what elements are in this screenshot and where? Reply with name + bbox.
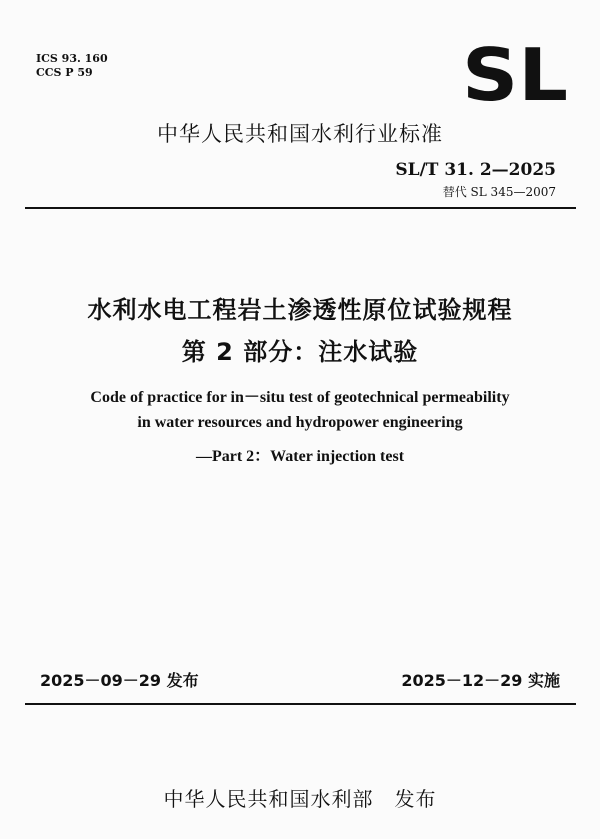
issue-date: 2025－09－29 发布	[40, 671, 199, 690]
sl-logo	[460, 42, 570, 110]
english-title-line-3: —Part 2：Water injection test	[195, 448, 405, 465]
english-title-line-1: Code of practice for in－situ test of geotechnical permeability	[90, 389, 510, 406]
ccs-code: CCS P 59	[36, 66, 93, 79]
chinese-title-line-1: 水利水电工程岩土渗透性原位试验规程	[87, 296, 513, 324]
standard-category-title: 中华人民共和国水利行业标准	[157, 122, 443, 146]
replaces-note: 替代 SL 345—2007	[442, 185, 556, 199]
ics-code: ICS 93. 160	[36, 52, 108, 65]
publisher: 中华人民共和国水利部 发布	[163, 787, 437, 811]
implementation-date: 2025－12－29 实施	[401, 671, 560, 690]
english-title-line-2: in water resources and hydropower engineering	[137, 414, 463, 431]
chinese-title-line-2: 第 2 部分：注水试验	[181, 338, 419, 366]
standard-number: SL/T 31. 2—2025	[395, 160, 556, 180]
sl-logo-text: SL	[462, 42, 568, 110]
bottom-divider	[25, 703, 576, 705]
classification-codes	[36, 52, 108, 80]
top-divider	[25, 207, 576, 209]
